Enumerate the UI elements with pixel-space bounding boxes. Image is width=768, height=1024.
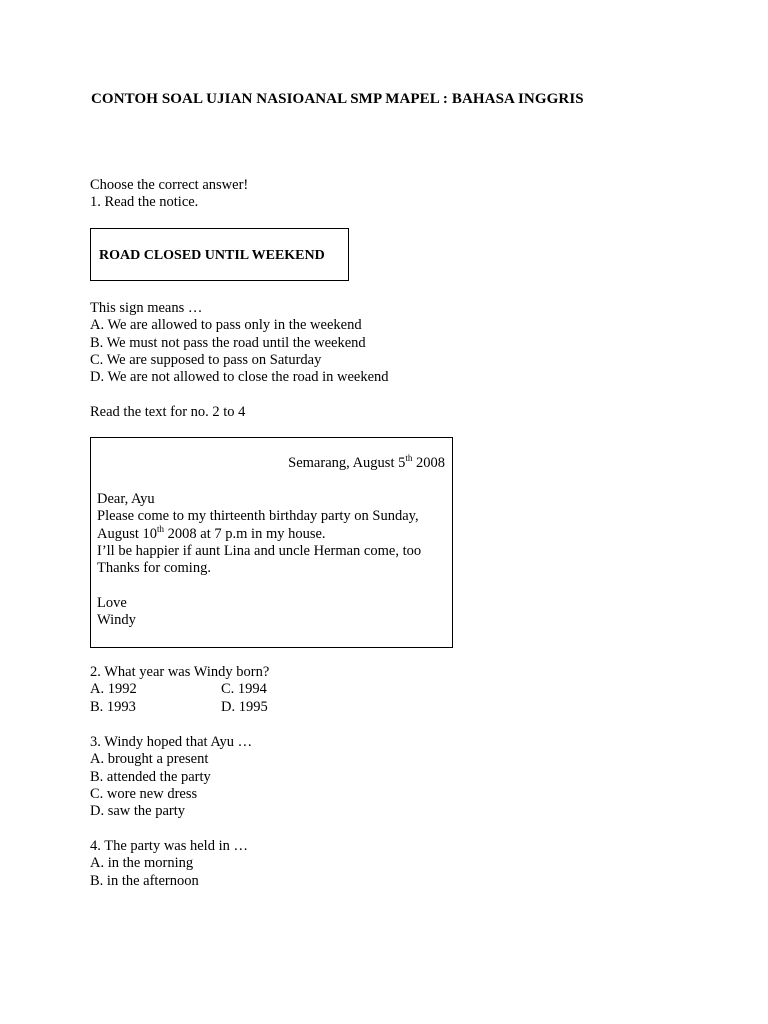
question-1-block — [90, 300, 389, 386]
question-3-option-b: B. attended the party — [90, 768, 211, 785]
letter-signature: Windy — [97, 612, 136, 629]
question-3-option-a: A. brought a present — [90, 751, 209, 768]
page-title: CONTOH SOAL UJIAN NASIOANAL SMP MAPEL : BAHASA INGGRIS — [91, 91, 584, 107]
letter-date-suffix: th — [405, 453, 413, 463]
letter-line-2-date: August 10 — [97, 525, 158, 542]
question-1-option-c: C. We are supposed to pass on Saturday — [90, 351, 322, 368]
question-1-option-d: D. We are not allowed to close the road in weekend — [90, 369, 389, 386]
question-4-block — [90, 838, 248, 890]
question-2-options-row-2 — [90, 699, 269, 716]
instructions-text: Choose the correct answer! — [90, 177, 249, 193]
letter-line-4: Thanks for coming. — [97, 560, 211, 577]
letter-salutation: Dear, Ayu — [97, 491, 155, 507]
letter-date — [288, 455, 445, 472]
question-2-option-b: B. 1993 — [90, 698, 136, 715]
instructions-block — [90, 177, 248, 212]
letter-box — [90, 437, 453, 648]
question-3-option-c: C. wore new dress — [90, 785, 198, 802]
question-3-option-d: D. saw the party — [90, 803, 186, 820]
notice-box — [90, 228, 349, 281]
letter-date-text: Semarang, August 5 — [288, 455, 406, 471]
question-1-prompt: 1. Read the notice. — [90, 194, 199, 211]
letter-closing: Love — [97, 594, 127, 611]
notice-text: ROAD CLOSED UNTIL WEEKEND — [99, 248, 325, 263]
letter-date-year: 2008 — [412, 455, 445, 471]
letter-line-2-suffix: th — [157, 523, 165, 534]
question-2-option-d: D. 1995 — [221, 698, 268, 715]
question-2-options-row-1 — [90, 681, 269, 698]
letter-line-2 — [97, 523, 421, 543]
question-2-block — [90, 664, 269, 716]
question-4-option-b: B. in the afternoon — [90, 872, 199, 889]
question-2-option-c: C. 1994 — [221, 681, 267, 698]
question-1-option-b: B. We must not pass the road until the weekend — [90, 334, 366, 351]
question-1-stem: This sign means … — [90, 300, 203, 316]
question-2-option-a: A. 1992 — [90, 681, 137, 698]
letter-line-2-rest: 2008 at 7 p.m in my house. — [164, 525, 326, 542]
question-1-option-a: A. We are allowed to pass only in the weekend — [90, 317, 362, 334]
question-3-block — [90, 734, 252, 820]
question-3-stem: 3. Windy hoped that Ayu … — [90, 734, 253, 750]
letter-line-1: Please come to my thirteenth birthday party on Sunday, — [97, 508, 419, 525]
reading-instruction-block — [90, 404, 245, 421]
question-4-stem: 4. The party was held in … — [90, 838, 248, 854]
question-4-option-a: A. in the morning — [90, 855, 194, 872]
letter-body — [97, 491, 421, 629]
letter-line-3: I’ll be happier if aunt Lina and uncle Herman come, too — [97, 542, 422, 559]
reading-instruction: Read the text for no. 2 to 4 — [90, 404, 246, 420]
question-2-stem: 2. What year was Windy born? — [90, 664, 270, 680]
